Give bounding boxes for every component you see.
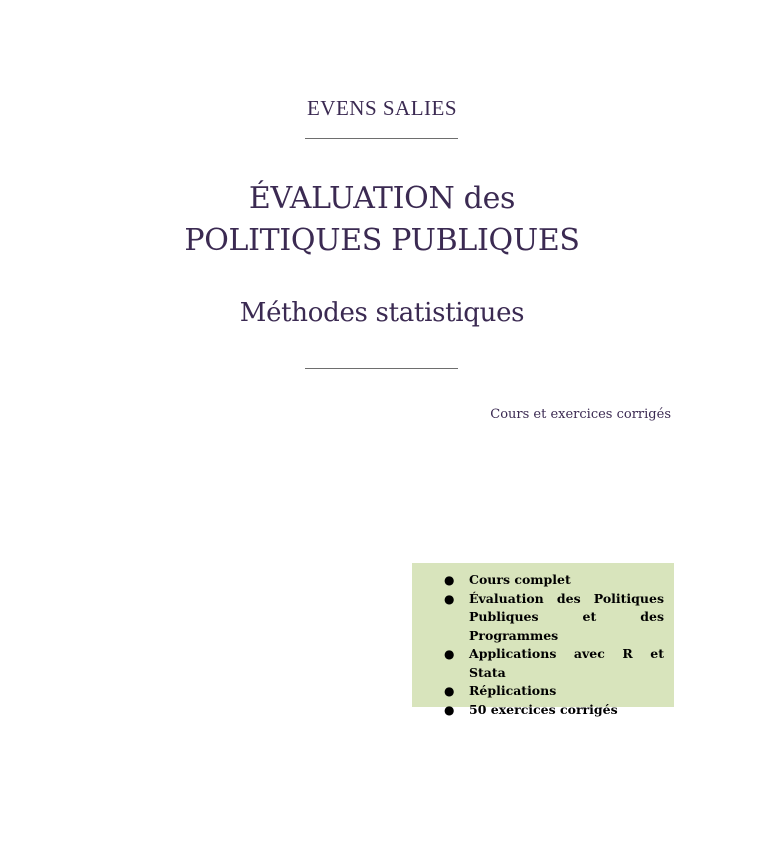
feature-item [412, 645, 664, 682]
feature-text: Cours complet [469, 572, 571, 587]
bullet-icon: ● [444, 684, 455, 698]
book-title [0, 178, 764, 262]
features-list [412, 563, 674, 719]
bullet-icon: ● [444, 573, 455, 587]
feature-item [412, 571, 664, 590]
title-line-2: POLITIQUES PUBLIQUES [184, 223, 580, 258]
feature-text: Évaluation des Politiques Publiques et des Programmes [469, 590, 664, 643]
tagline: Cours et exercices corrigés [490, 407, 671, 422]
title-line-1: ÉVALUATION des [248, 181, 516, 216]
features-box [412, 563, 674, 717]
feature-text: 50 exercices corrigés [469, 701, 618, 717]
feature-text: Réplications [469, 683, 557, 698]
bullet-icon: ● [444, 591, 455, 606]
divider-bottom [305, 368, 458, 369]
feature-text: Applications avec R et Stata [469, 646, 664, 680]
bullet-icon: ● [444, 702, 455, 717]
bullet-icon: ● [444, 647, 455, 661]
author-name: EVENS SALIES [306, 96, 458, 120]
divider-top [305, 138, 458, 139]
feature-item [412, 701, 664, 720]
book-subtitle: Méthodes statistiques [239, 298, 525, 328]
feature-item [412, 590, 664, 646]
feature-item [412, 682, 664, 701]
